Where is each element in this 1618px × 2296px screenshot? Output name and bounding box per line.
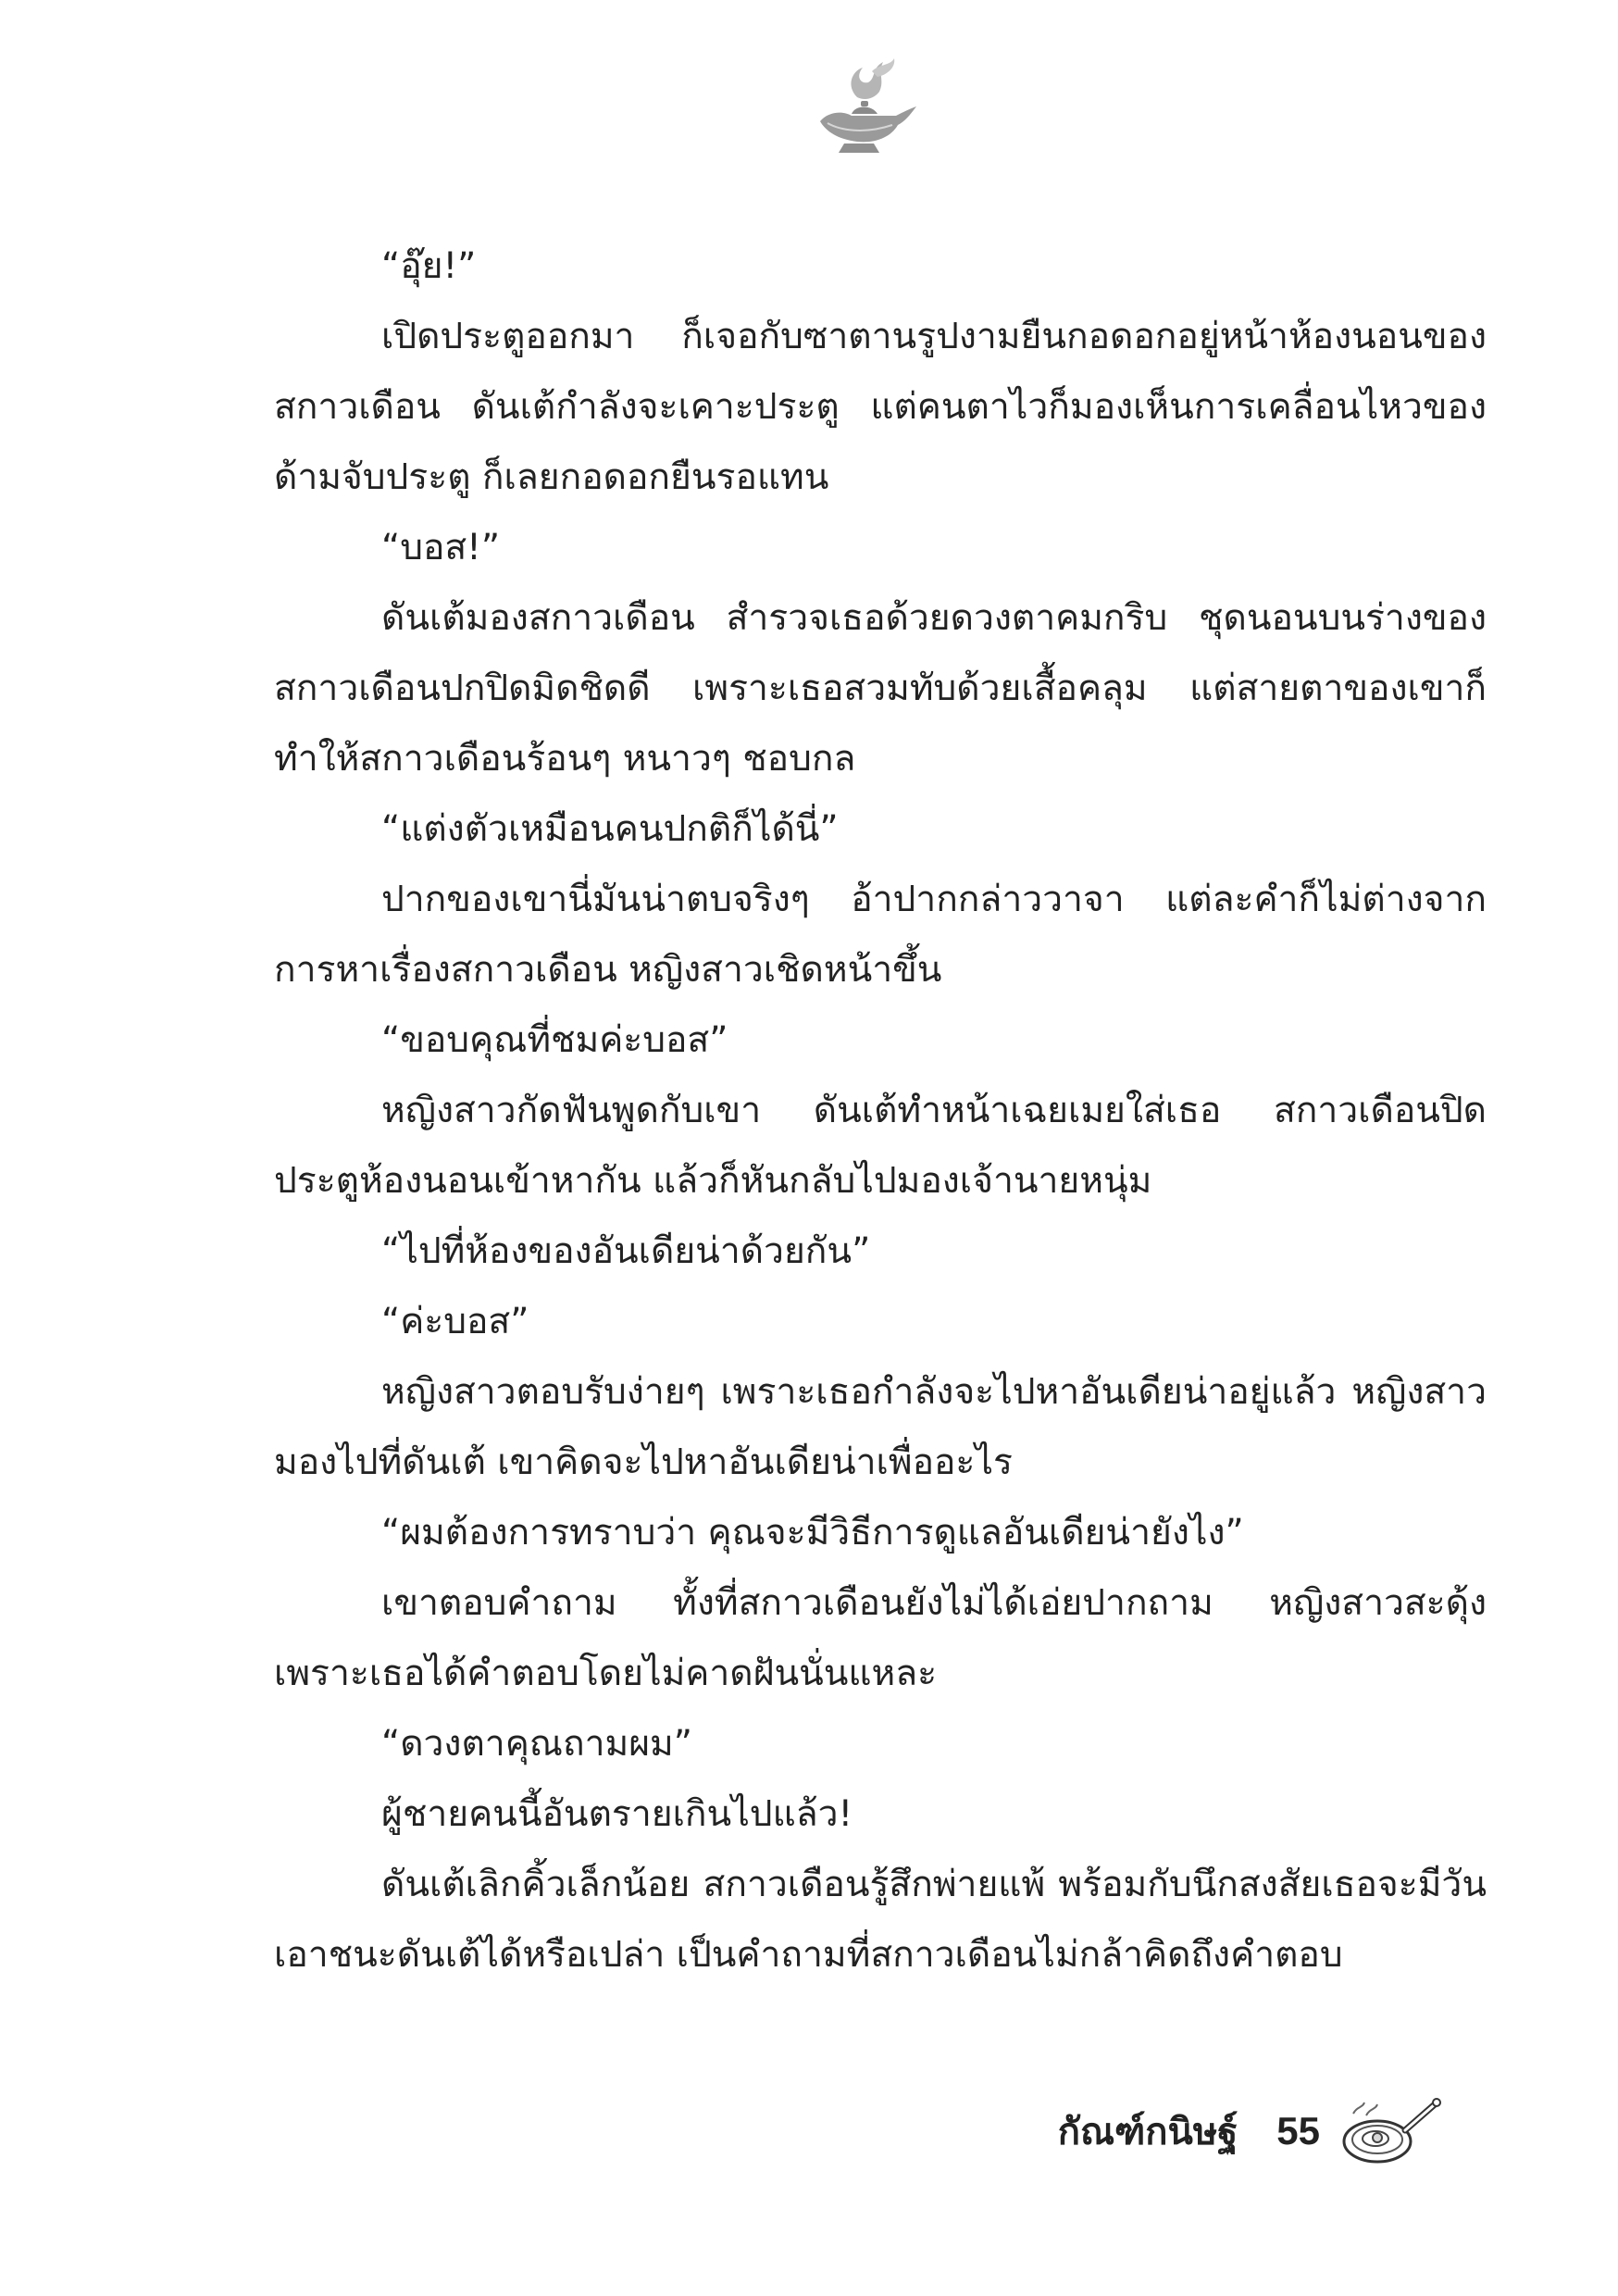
book-title: กัณฑ์กนิษฐ์ bbox=[1057, 2111, 1238, 2153]
body-text bbox=[274, 231, 1487, 1990]
paragraph: ดันเต้มองสกาวเดือน สำรวจเธอด้วยดวงตาคมกริบ ชุดนอนบนร่างของสกาวเดือนปกปิดมิดชิดดี เพราะเธอสวมทับด้วยเสื้อคลุม แต่สายตาของเขาก็ทำให้สกาวเดือนร้อนๆ หนาวๆ ชอบกล bbox=[274, 597, 1487, 780]
paragraph: “ขอบคุณที่ชมค่ะบอส” bbox=[381, 1019, 728, 1061]
paragraph: “บอส!” bbox=[381, 527, 501, 568]
paragraph: “ไปที่ห้องของอันเดียน่าด้วยกัน” bbox=[381, 1230, 871, 1272]
paragraph: เขาตอบคำถาม ทั้งที่สกาวเดือนยังไม่ได้เอ่ยปากถาม หญิงสาวสะดุ้ง เพราะเธอได้คำตอบโดยไม่คาดฝันนั่นแหละ bbox=[274, 1582, 1487, 1694]
paragraph: “ดวงตาคุณถามผม” bbox=[381, 1723, 692, 1765]
magic-lamp-icon bbox=[800, 51, 920, 162]
paragraph: หญิงสาวตอบรับง่ายๆ เพราะเธอกำลังจะไปหาอันเดียน่าอยู่แล้ว หญิงสาวมองไปที่ดันเต้ เขาคิดจะไปหาอันเดียน่าเพื่ออะไร bbox=[274, 1371, 1487, 1483]
paragraph: เปิดประตูออกมา ก็เจอกับซาตานรูปงามยืนกอดอกอยู่หน้าห้องนอนของสกาวเดือน ดันเต้กำลังจะเคาะประตู แต่คนตาไวก็มองเห็นการเคลื่อนไหวของด้ามจับประตู ก็เลยกอดอกยืนรอแทน bbox=[274, 316, 1487, 498]
paragraph: ปากของเขานี่มันน่าตบจริงๆ อ้าปากกล่าววาจา แต่ละคำก็ไม่ต่างจากการหาเรื่องสกาวเดือน หญิงสาวเชิดหน้าขึ้น bbox=[274, 879, 1487, 991]
paragraph: ผู้ชายคนนี้อันตรายเกินไปแล้ว! bbox=[381, 1793, 853, 1835]
paragraph: ดันเต้เลิกคิ้วเล็กน้อย สกาวเดือนรู้สึกพ่ายแพ้ พร้อมกับนึกสงสัยเธอจะมีวันเอาชนะดันเต้ได้หรือเปล่า เป็นคำถามที่สกาวเดือนไม่กล้าคิดถึงคำตอบ bbox=[274, 1864, 1487, 1976]
paragraph: หญิงสาวกัดฟันพูดกับเขา ดันเต้ทำหน้าเฉยเมยใส่เธอ สกาวเดือนปิดประตูห้องนอนเข้าหากัน แล้วก็หันกลับไปมองเจ้านายหนุ่ม bbox=[274, 1090, 1487, 1202]
paragraph: “ค่ะบอส” bbox=[381, 1301, 529, 1342]
paragraph: “แต่งตัวเหมือนคนปกติก็ได้นี่” bbox=[381, 808, 839, 850]
paragraph: “ผมต้องการทราบว่า คุณจะมีวิธีการดูแลอันเดียน่ายังไง” bbox=[381, 1512, 1244, 1554]
frying-pan-icon bbox=[1340, 2095, 1444, 2167]
page-footer bbox=[1058, 2094, 1444, 2168]
paragraph: “อุ๊ย!” bbox=[381, 245, 477, 287]
page-number: 55 bbox=[1276, 2109, 1320, 2152]
